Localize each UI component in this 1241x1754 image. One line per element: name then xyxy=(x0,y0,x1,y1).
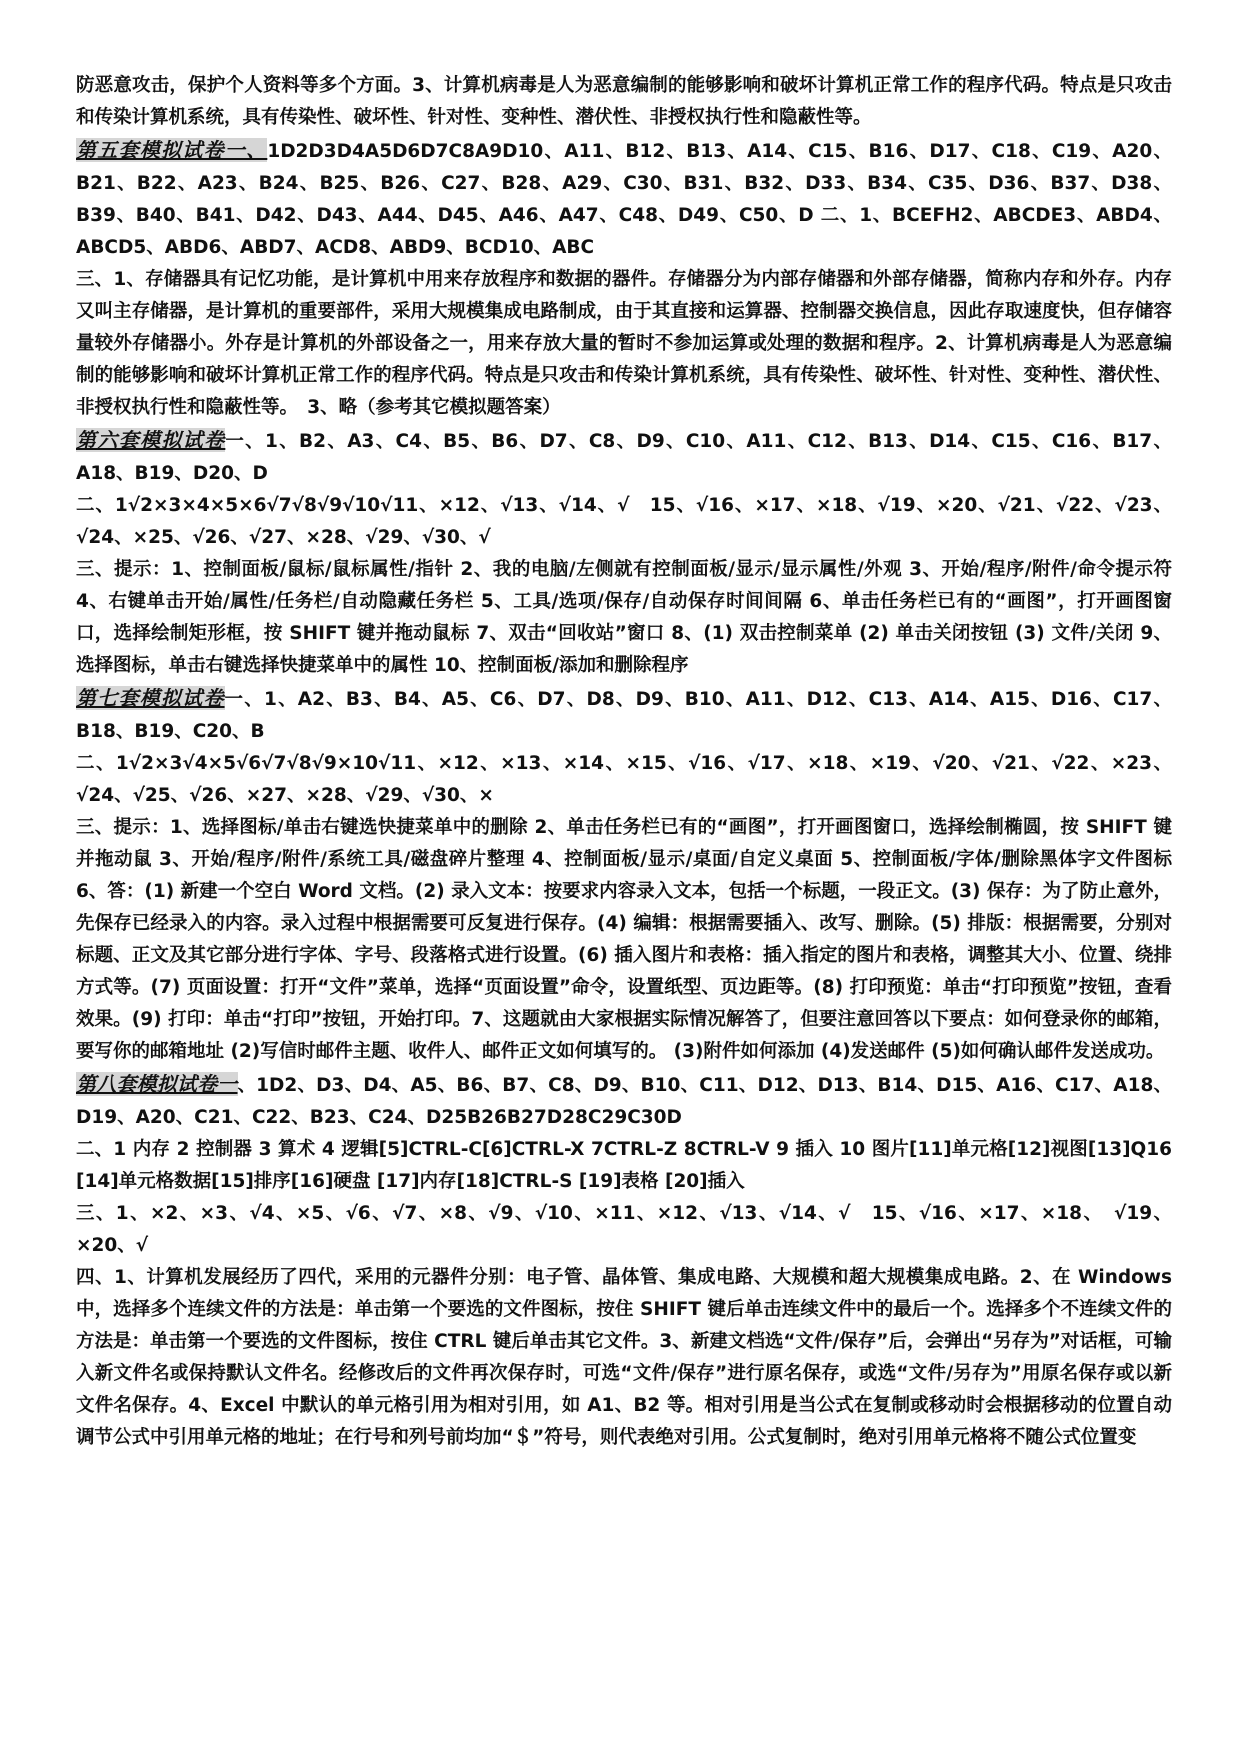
paragraph-set7-part2: 二、1√2×3√4×5√6√7√8√9×10√11、×12、×13、×14、×15、√16、√17、×18、×19、√20、√21、√22、×23、√24、√25、√26、×27、×28、√29、√30、× xyxy=(76,753,1172,806)
paragraph-set5-part3: 三、1、存储器具有记忆功能，是计算机中用来存放程序和数据的器件。存储器分为内部存储器和外部存储器，简称内存和外存。内存又叫主存储器，是计算机的重要部件，采用大规模集成电路制成，由于其直接和运算器、控制器交换信息，因此存取速度快，但存储容量较外存储器小。外存是计算机的外部设备之一，用来存放大量的暂时不参加运算或处理的数据和程序。2、计算机病毒是人为恶意编制的能够影响和破坏计算机正常工作的程序代码。特点是只攻击和传染计算机系统，具有传染性、破坏性、针对性、变种性、潜伏性、非授权执行性和隐蔽性等。 3、略（参考其它模拟题答案） xyxy=(76,269,1172,418)
section-heading-set7: 第七套模拟试卷 xyxy=(76,686,225,710)
paragraph-set6-answers: 第六套模拟试卷一、1、B2、A3、C4、B5、B6、D7、C8、D9、C10、A11、C12、B13、D14、C15、C16、B17、A18、B19、D20、D xyxy=(76,428,1173,484)
paragraph-set8-part3: 三、1、×2、×3、√4、×5、√6、√7、×8、√9、√10、×11、×12、√13、√14、√ 15、√16、×17、×18、 √19、×20、√ xyxy=(76,1203,1172,1256)
paragraph-set8-answers: 第八套模拟试卷一、1D2、D3、D4、A5、B6、B7、C8、D9、B10、C11、D12、D13、B14、D15、A16、C17、A18、D19、A20、C21、C22、B23、C24、D25B26B27D28C29C30D xyxy=(76,1072,1172,1128)
paragraph-set8-part2: 二、1 内存 2 控制器 3 算术 4 逻辑[5]CTRL-C[6]CTRL-X 7CTRL-Z 8CTRL-V 9 插入 10 图片[11]单元格[12]视图[13]Q16 [14]单元格数据[15]排序[16]硬盘 [17]内存[18]CTRL-S [19]表格 [20]插入 xyxy=(76,1139,1172,1192)
section-heading-set5: 第五套模拟试卷一、 xyxy=(76,138,268,162)
section-heading-set6: 第六套模拟试卷 xyxy=(76,428,226,452)
paragraph-set7-answers: 第七套模拟试卷一、1、A2、B3、B4、A5、C6、D7、D8、D9、B10、A11、D12、C13、A14、A15、D16、C17、B18、B19、C20、B xyxy=(76,686,1172,742)
paragraph-set6-part3: 三、提示：1、控制面板/鼠标/鼠标属性/指针 2、我的电脑/左侧就有控制面板/显示/显示属性/外观 3、开始/程序/附件/命令提示符 4、右键单击开始/属性/任务栏/自动隐藏任务栏 5、工具/选项/保存/自动保存时间间隔 6、单击任务栏已有的“画图”，打开画图窗口，选择绘制矩形框，按 SHIFT 键并拖动鼠标 7、双击“回收站”窗口 8、(1) 双击控制菜单 (2) 单击关闭按钮 (3) 文件/关闭 9、选择图标，单击右键选择快捷菜单中的属性 10、控制面板/添加和删除程序 xyxy=(76,559,1172,676)
paragraph-set8-part4: 四、1、计算机发展经历了四代，采用的元器件分别：电子管、晶体管、集成电路、大规模和超大规模集成电路。2、在 Windows 中，选择多个连续文件的方法是：单击第一个要选的文件图标，按住 SHIFT 键后单击连续文件中的最后一个。选择多个不连续文件的方法是：单击第一个要选的文件图标，按住 CTRL 键后单击其它文件。3、新建文档选“文件/保存”后，会弹出“另存为”对话框，可输入新文件名或保持默认文件名。经修改后的文件再次保存时，可选“文件/保存”进行原名保存，或选“文件/另存为”用原名保存或以新文件名保存。4、Excel 中默认的单元格引用为相对引用，如 A1、B2 等。相对引用是当公式在复制或移动时会根据移动的位置自动调节公式中引用单元格的地址；在行号和列号前均加“＄”符号，则代表绝对引用。公式复制时，绝对引用单元格将不随公式位置变 xyxy=(76,1267,1172,1448)
paragraph-set6-part2: 二、1√2×3×4×5×6√7√8√9√10√11、×12、√13、√14、√ 15、√16、×17、×18、√19、×20、√21、√22、√23、√24、×25、√26、√27、×28、√29、√30、√ xyxy=(76,495,1172,548)
paragraph-virus-definition: 防恶意攻击，保护个人资料等多个方面。3、计算机病毒是人为恶意编制的能够影响和破坏计算机正常工作的程序代码。特点是只攻击和传染计算机系统，具有传染性、破坏性、针对性、变种性、潜伏性、非授权执行性和隐蔽性等。 xyxy=(76,75,1172,128)
section-heading-set8: 第八套模拟试卷一 xyxy=(76,1072,238,1096)
paragraph-set7-part3: 三、提示：1、选择图标/单击右键选快捷菜单中的删除 2、单击任务栏已有的“画图”，打开画图窗口，选择绘制椭圆，按 SHIFT 键并拖动鼠 3、开始/程序/附件/系统工具/磁盘碎片整理 4、控制面板/显示/桌面/自定义桌面 5、控制面板/字体/删除黑体字文件图标 6、答：(1) 新建一个空白 Word 文档。(2) 录入文本：按要求内容录入文本，包括一个标题，一段正文。(3) 保存：为了防止意外，先保存已经录入的内容。录入过程中根据需要可反复进行保存。(4) 编辑：根据需要插入、改写、删除。(5) 排版：根据需要，分别对标题、正文及其它部分进行字体、字号、段落格式进行设置。(6) 插入图片和表格：插入指定的图片和表格，调整其大小、位置、绕排方式等。(7) 页面设置：打开“文件”菜单，选择“页面设置”命令，设置纸型、页边距等。(8) 打印预览：单击“打印预览”按钮，查看效果。(9) 打印：单击“打印”按钮，开始打印。7、这题就由大家根据实际情况解答了，但要注意回答以下要点：如何登录你的邮箱，要写你的邮箱地址 (2)写信时邮件主题、收件人、邮件正文如何填写的。 (3)附件如何添加 (4)发送邮件 (5)如何确认邮件发送成功。 xyxy=(76,817,1173,1062)
document-page xyxy=(76,70,1172,1454)
paragraph-set5-answers: 第五套模拟试卷一、1D2D3D4A5D6D7C8A9D10、A11、B12、B13、A14、C15、B16、D17、C18、C19、A20、B21、B22、A23、B24、B25、B26、C27、B28、A29、C30、B31、B32、D33、B34、C35、D36、B37、D38、B39、B40、B41、D42、D43、A44、D45、A46、A47、C48、D49、C50、D 二、1、BCEFH2、ABCDE3、ABD4、ABCD5、ABD6、ABD7、ACD8、ABD9、BCD10、ABC xyxy=(76,138,1172,258)
